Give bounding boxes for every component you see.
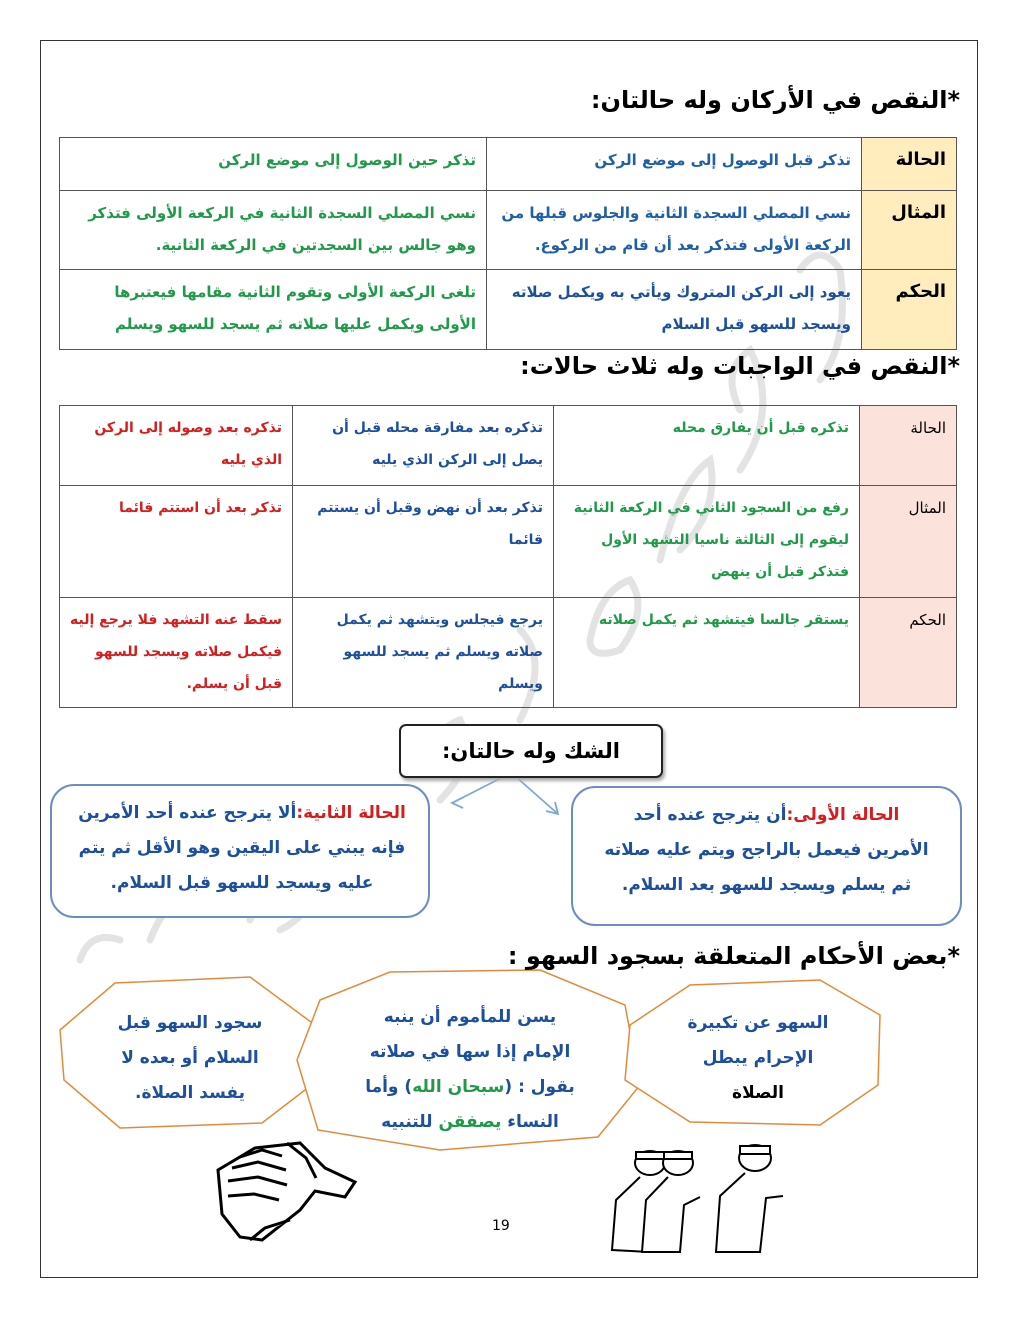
table-cell: يرجع فيجلس ويتشهد ثم يكمل صلاته ويسلم ثم يسجد للسهو ويسلم — [293, 598, 554, 708]
table-cell: تذكره قبل أن يفارق محله — [554, 406, 860, 486]
ruling-right — [668, 1006, 848, 1111]
doubt-first-text: أن يترجح عنده أحد الأمرين فيعمل بالراجح ويتم عليه صلاته ثم يسلم ويسجد للسهو بعد السلام. — [604, 805, 929, 895]
doubt-second-text: ألا يترجح عنده أحد الأمرين فإنه يبني على اليقين وهو الأقل ثم يتم عليه ويسجد للسهو قبل السلام. — [78, 803, 406, 893]
doubt-case-second — [50, 784, 430, 918]
table-cell: تذكر بعد أن استتم قائما — [60, 486, 293, 598]
ruling-middle-line: يسن للمأموم أن ينبه — [383, 1007, 557, 1027]
ruling-middle-highlight: يصفقن — [438, 1112, 502, 1132]
ruling-left-line: السلام أو بعده لا — [121, 1048, 259, 1068]
ruling-right-line: السهو عن تكبيرة — [687, 1013, 829, 1033]
table-cell: تذكر حين الوصول إلى موضع الركن — [60, 138, 487, 191]
table-row — [60, 486, 957, 598]
table-cell: سقط عنه التشهد فلا يرجع إليه فيكمل صلاته ويسجد للسهو قبل أن يسلم. — [60, 598, 293, 708]
table-row — [60, 138, 957, 191]
ruling-middle-line — [330, 1105, 610, 1140]
doubt-title: الشك وله حالتان: — [442, 739, 620, 763]
ruling-right-line: الإحرام يبطل — [702, 1048, 814, 1068]
table-cell: نسي المصلي السجدة الثانية والجلوس قبلها من الركعة الأولى فتذكر بعد أن قام من الركوع. — [487, 191, 862, 270]
ruling-middle-text: بقول : ( — [504, 1077, 575, 1097]
ruling-left — [90, 1006, 290, 1111]
page-number: 19 — [492, 1218, 510, 1234]
table-row — [60, 598, 957, 708]
doubt-first-label: الحالة الأولى: — [786, 805, 900, 825]
doubt-title-box — [399, 724, 663, 778]
clapping-hands-icon — [218, 1143, 355, 1240]
doubt-second-label: الحالة الثانية: — [296, 803, 406, 823]
row-label: الحالة — [862, 138, 957, 191]
row-label: الحالة — [860, 406, 957, 486]
table-row — [60, 191, 957, 270]
obligations-table — [59, 405, 957, 708]
ruling-middle — [330, 1000, 610, 1140]
table-cell: تذكره بعد وصوله إلى الركن الذي يليه — [60, 406, 293, 486]
table-row — [60, 270, 957, 350]
table-cell: رفع من السجود الثاني في الركعة الثانية ليقوم إلى الثالثة ناسيا التشهد الأول فتذكر قبل أن ينهض — [554, 486, 860, 598]
ruling-left-line: سجود السهو قبل — [117, 1013, 263, 1033]
ruling-middle-text: ) وأما — [365, 1077, 413, 1097]
row-label: الحكم — [862, 270, 957, 350]
doubt-case-first — [571, 786, 962, 926]
ruling-middle-text: للتنبيه — [381, 1112, 439, 1132]
ruling-left-line: يفسد الصلاة. — [134, 1083, 246, 1103]
section2-heading: *النقص في الواجبات وله ثلاث حالات: — [520, 352, 960, 380]
table-cell: نسي المصلي السجدة الثانية في الركعة الأولى فتذكر وهو جالس بين السجدتين في الركعة الثانية. — [60, 191, 487, 270]
table-cell: يعود إلى الركن المتروك ويأتي به ويكمل صلاته ويسجد للسهو قبل السلام — [487, 270, 862, 350]
ruling-middle-line — [330, 1070, 610, 1105]
table-cell: يستقر جالسا فيتشهد ثم يكمل صلاته — [554, 598, 860, 708]
praying-men-icon — [612, 1145, 783, 1252]
rulings-heading: *بعض الأحكام المتعلقة بسجود السهو : — [507, 942, 960, 970]
row-label: المثال — [862, 191, 957, 270]
table-row — [60, 406, 957, 486]
ruling-middle-line: الإمام إذا سها في صلاته — [369, 1042, 571, 1062]
ruling-middle-text: النساء — [501, 1112, 559, 1132]
doubt-arrows — [452, 776, 558, 814]
table-cell: تلغى الركعة الأولى وتقوم الثانية مقامها فيعتبرها الأولى ويكمل عليها صلاته ثم يسجد للسهو ويسلم — [60, 270, 487, 350]
row-label: الحكم — [860, 598, 957, 708]
section1-heading: *النقص في الأركان وله حالتان: — [590, 86, 960, 114]
pillars-table — [59, 137, 957, 350]
table-cell: تذكر قبل الوصول إلى موضع الركن — [487, 138, 862, 191]
table-cell: تذكر بعد أن نهض وقبل أن يستتم قائما — [293, 486, 554, 598]
table-cell: تذكره بعد مفارقة محله قبل أن يصل إلى الركن الذي يليه — [293, 406, 554, 486]
ruling-right-line: الصلاة — [732, 1083, 784, 1103]
row-label: المثال — [860, 486, 957, 598]
ruling-middle-highlight: سبحان الله — [412, 1077, 505, 1097]
